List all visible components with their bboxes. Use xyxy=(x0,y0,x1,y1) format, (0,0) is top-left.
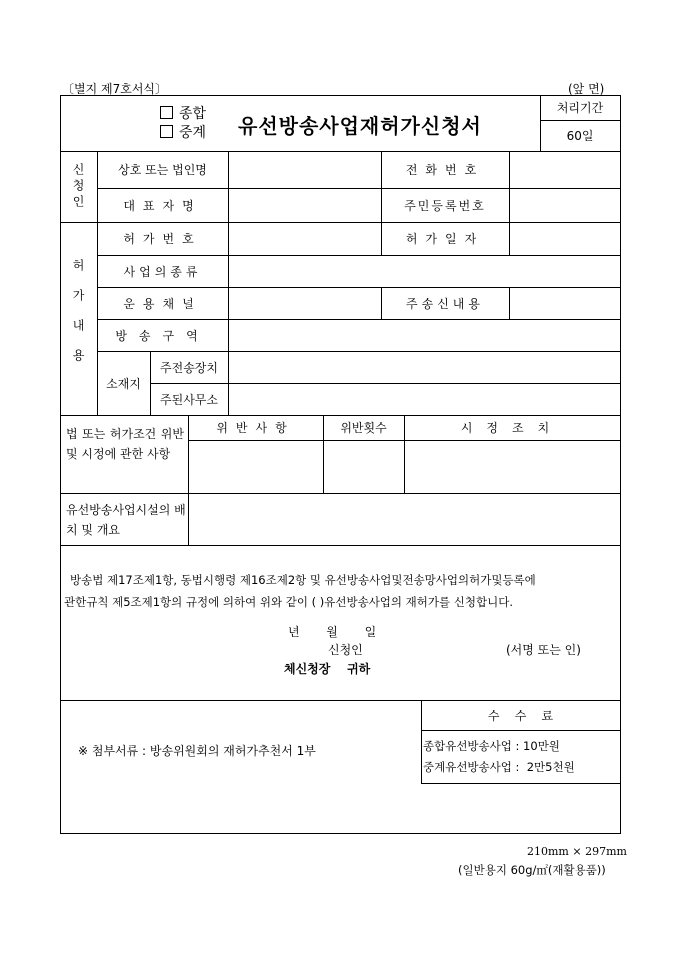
declaration-line-1: 방송법 제17조제1항, 동법시행령 제16조제2항 및 유선방송사업및전송망사업의허가및등록에 xyxy=(70,573,536,587)
violation-col-count: 위반횟수 xyxy=(340,421,387,435)
fee-label: 수 수 료 xyxy=(487,708,554,723)
location-label: 소재지 xyxy=(106,376,141,391)
declaration-line-2: 관한규칙 제5조제1항의 규정에 의하여 위와 같이 ( )유선방송사업의 재허가를 신청합니다. xyxy=(64,595,513,609)
violation-item-field[interactable] xyxy=(189,441,322,492)
representative-label: 대표자명 xyxy=(123,198,202,213)
form-number: 〔별지 제7호서식〕 xyxy=(62,82,168,96)
form-title: 유선방송사업재허가신청서 xyxy=(238,114,482,138)
main-office-field[interactable] xyxy=(229,384,619,414)
fee-relay: 중계유선방송사업 : 2만5천원 xyxy=(423,760,575,774)
head-equipment-label: 주전송장치 xyxy=(160,360,218,375)
signature-note: (서명 또는 인) xyxy=(506,643,581,657)
business-type-field[interactable] xyxy=(229,256,619,286)
facility-field[interactable] xyxy=(189,494,619,544)
company-name-label: 상호 또는 법인명 xyxy=(118,163,207,177)
permit-date-field[interactable] xyxy=(510,223,619,254)
option-relay[interactable] xyxy=(160,122,206,142)
resident-id-label: 주민등록번호 xyxy=(404,198,486,213)
facility-label: 유선방송사업시설의 배치 및 개요 xyxy=(66,503,186,537)
resident-id-field[interactable] xyxy=(510,189,619,221)
broadcast-area-field[interactable] xyxy=(229,320,619,350)
applicant-label: 신청인 xyxy=(71,162,85,211)
main-content-field[interactable] xyxy=(510,288,619,318)
permit-content-label: 허가내용 xyxy=(71,258,85,379)
phone-label: 전화번호 xyxy=(405,163,485,177)
violation-count-field[interactable] xyxy=(324,441,403,492)
channel-label: 운용채널 xyxy=(123,296,202,311)
processing-label: 처리기간 xyxy=(556,101,604,115)
violation-label: 법 또는 허가조건 위반 및 시정에 관한 사항 xyxy=(66,427,184,461)
violation-col-item: 위반사항 xyxy=(216,421,295,435)
paper-size: 210mm × 297mm xyxy=(527,845,627,858)
checkbox-icon[interactable] xyxy=(160,125,173,138)
permit-date-label: 허가일자 xyxy=(405,232,485,246)
representative-field[interactable] xyxy=(229,189,380,221)
applicant-sign-label: 신청인 xyxy=(328,643,363,657)
attachment-note: ※ 첨부서류 : 방송위원회의 재허가추천서 1부 xyxy=(78,744,316,758)
phone-field[interactable] xyxy=(510,152,619,187)
option-integrated[interactable] xyxy=(160,103,206,123)
company-name-field[interactable] xyxy=(229,152,380,187)
main-content-label: 주송신내용 xyxy=(406,296,484,311)
head-equipment-field[interactable] xyxy=(229,352,619,382)
violation-col-action: 시정조치 xyxy=(460,421,564,435)
fee-integrated: 종합유선방송사업 : 10만원 xyxy=(423,739,560,753)
page-side: (앞 면) xyxy=(568,82,605,96)
paper-note: (일반용지 60g/㎡(재활용품)) xyxy=(458,863,606,877)
broadcast-area-label: 방송구역 xyxy=(115,328,210,343)
recipient: 체신청장 귀하 xyxy=(284,662,371,676)
business-type-label: 사업의종류 xyxy=(123,264,202,279)
application-date: 년 월 일 xyxy=(288,625,377,639)
violation-action-field[interactable] xyxy=(405,441,619,492)
permit-number-field[interactable] xyxy=(229,223,380,254)
channel-field[interactable] xyxy=(229,288,380,318)
option-label: 종합 xyxy=(179,106,207,122)
main-office-label: 주된사무소 xyxy=(160,392,218,407)
processing-period: 60일 xyxy=(566,129,594,143)
permit-number-label: 허가번호 xyxy=(123,232,202,246)
checkbox-icon[interactable] xyxy=(160,106,173,119)
option-label: 중계 xyxy=(179,125,207,141)
